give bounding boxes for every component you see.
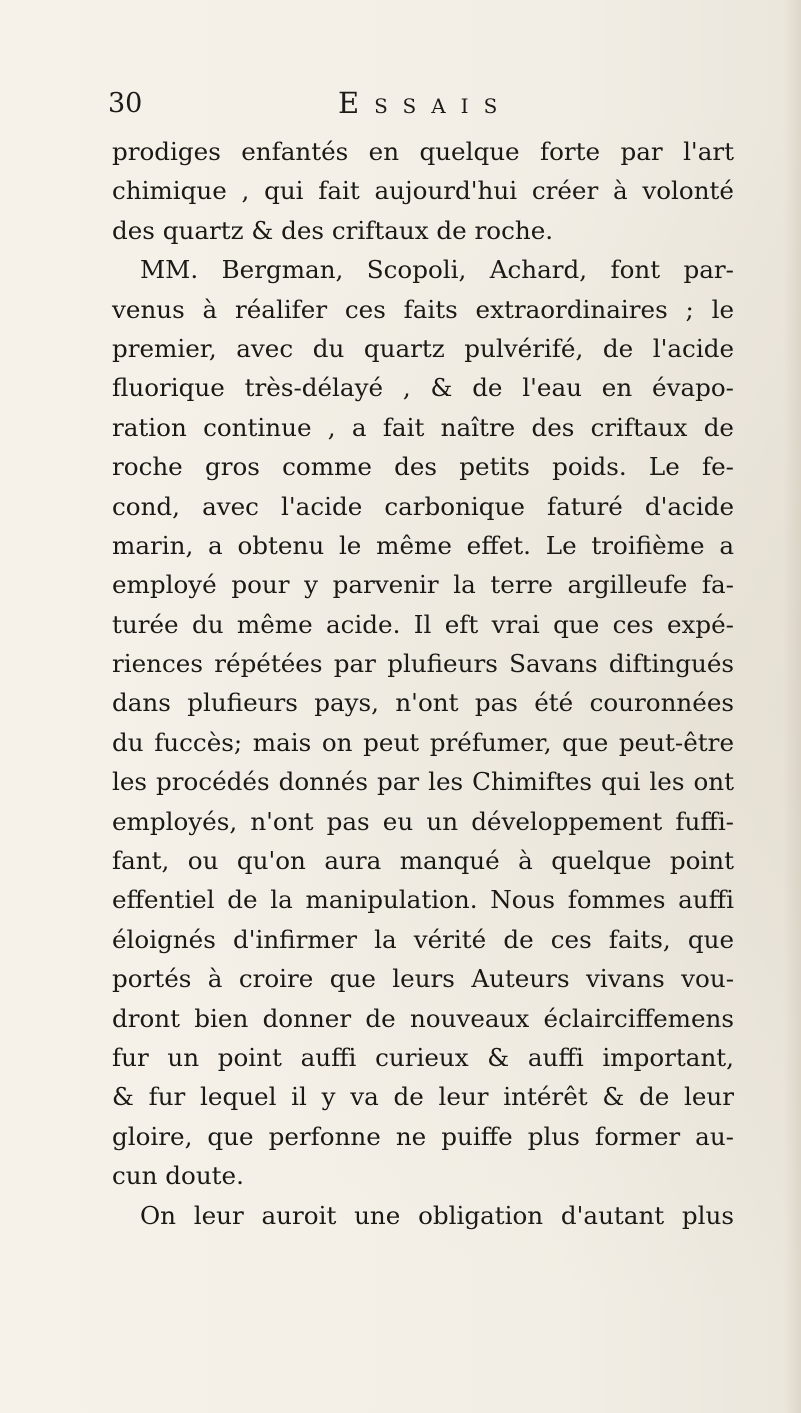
text-line: ration continue , a fait naître des criftaux de bbox=[112, 412, 734, 442]
text-line: riences répétées par plufieurs Savans diftingués bbox=[112, 649, 734, 679]
text-line: roche gros comme des petits poids. Le fe- bbox=[112, 452, 734, 482]
text-line: fur un point auffi curieux & auffi important, bbox=[112, 1042, 734, 1072]
body-text bbox=[112, 132, 734, 1235]
text-line: gloire, que perfonne ne puiffe plus former au- bbox=[112, 1121, 734, 1151]
text-line: marin, a obtenu le même effet. Le troifième a bbox=[112, 530, 734, 560]
text-line: des quartz & des criftaux de roche. bbox=[112, 215, 554, 245]
page-number: 30 bbox=[108, 88, 143, 119]
page-edge-shadow bbox=[783, 0, 801, 1413]
text-line: prodiges enfantés en quelque forte par l'art bbox=[112, 137, 734, 166]
text-line: & fur lequel il y va de leur intérêt & de leur bbox=[112, 1082, 734, 1112]
text-line: fluorique très-délayé , & de l'eau en évapo- bbox=[112, 373, 734, 403]
text-line: les procédés donnés par les Chimiftes qui les ont bbox=[112, 767, 734, 797]
text-line: employé pour y parvenir la terre argilleufe fa- bbox=[112, 570, 734, 600]
text-line: effentiel de la manipulation. Nous fommes auffi bbox=[112, 885, 734, 915]
running-head: Essais bbox=[338, 86, 513, 120]
text-line: On leur auroit une obligation d'autant plus bbox=[140, 1200, 734, 1230]
text-line: venus à réalifer ces faits extraordinaires ; le bbox=[112, 294, 734, 324]
text-line: chimique , qui fait aujourd'hui créer à volonté bbox=[112, 176, 734, 206]
text-line: cond, avec l'acide carbonique faturé d'acide bbox=[112, 491, 734, 521]
text-line: turée du même acide. Il eft vrai que ces expé- bbox=[112, 609, 734, 639]
text-line: portés à croire que leurs Auteurs vivans vou- bbox=[112, 964, 734, 994]
text-line: fant, ou qu'on aura manqué à quelque point bbox=[112, 846, 734, 876]
text-line: premier, avec du quartz pulvérifé, de l'acide bbox=[112, 333, 734, 363]
text-line: dront bien donner de nouveaux éclairciffemens bbox=[112, 1003, 734, 1033]
text-line: du fuccès; mais on peut préfumer, que peut-être bbox=[112, 727, 734, 757]
page-header bbox=[0, 88, 801, 128]
text-line: MM. Bergman, Scopoli, Achard, font par- bbox=[140, 255, 734, 285]
text-line: éloignés d'infirmer la vérité de ces faits, que bbox=[112, 924, 734, 954]
text-line: cun doute. bbox=[112, 1161, 244, 1191]
text-line: employés, n'ont pas eu un développement fuffi- bbox=[112, 806, 734, 836]
text-line: dans plufieurs pays, n'ont pas été couronnées bbox=[112, 688, 734, 718]
